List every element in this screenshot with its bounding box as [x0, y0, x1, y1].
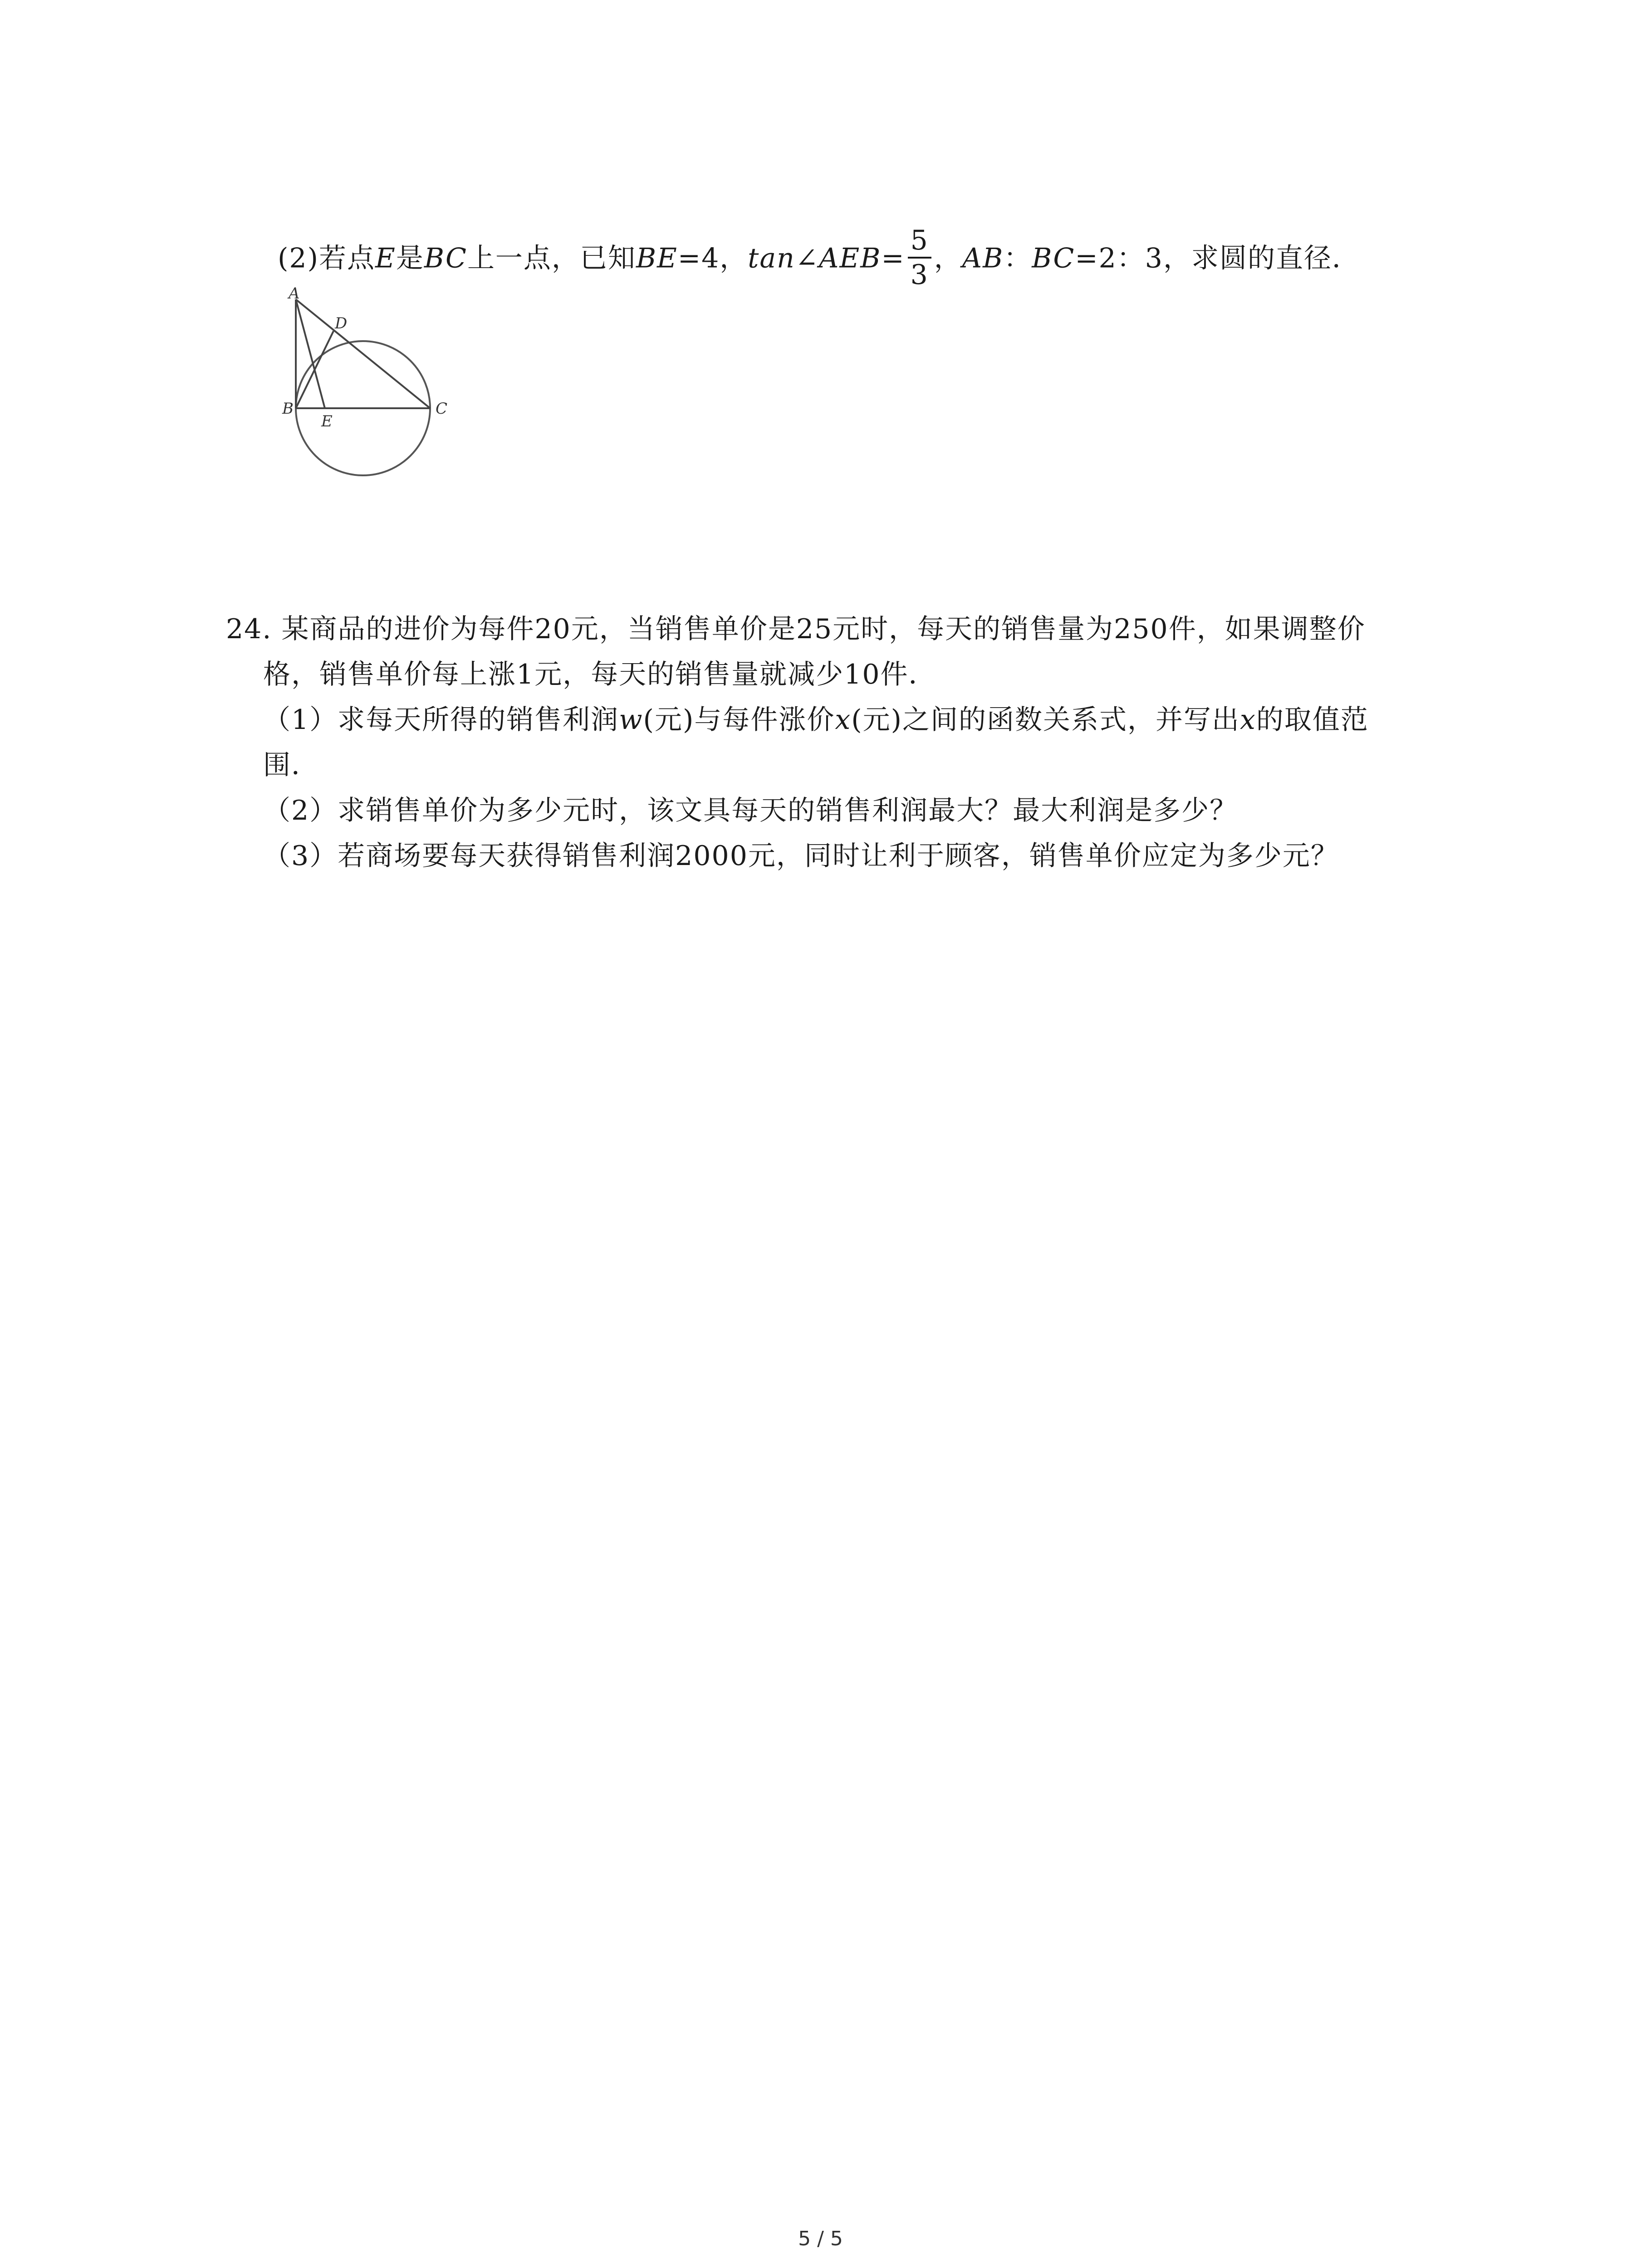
q23-part2-text	[278, 227, 1360, 294]
label-b: B	[282, 400, 294, 418]
q23-segment-be: BE	[636, 242, 678, 274]
q23-fraction-numerator: 5	[908, 224, 931, 259]
q23-text-2: 是	[396, 242, 424, 274]
q23-point-e: E	[375, 242, 396, 274]
q23-fraction-denominator: 3	[910, 259, 929, 291]
q24-p1-var-x: x	[835, 704, 852, 736]
segment-bd	[296, 331, 333, 408]
q23-tan: tan	[748, 242, 795, 274]
q24-part3: （3）若商场要每天获得销售利润2000元，同时让利于顾客，销售单价应定为多少元？	[263, 840, 1339, 872]
q24-stem-line-2: 格，销售单价每上涨1元，每天的销售量就减少10件．	[263, 659, 937, 690]
page-number: 5 / 5	[798, 2227, 843, 2250]
q24-part1-line-2: 围．	[263, 749, 319, 781]
q23-text-1: (2)若点	[278, 242, 375, 274]
label-d: D	[335, 314, 348, 332]
q24-p1-text-b: (元)与每件涨价	[643, 704, 835, 736]
q23-text-8: =2：3，求圆的直径．	[1075, 242, 1360, 274]
q24-p1-var-w: w	[619, 704, 643, 736]
segment-ae	[296, 299, 325, 408]
q23-text-4: =4，	[677, 242, 748, 274]
q23-segment-bc: BC	[424, 242, 467, 274]
geometry-figure-svg	[272, 284, 463, 485]
q23-text-5: =	[881, 242, 905, 274]
q23-angle-aeb: ∠AEB	[795, 242, 882, 274]
q24-p1-text-c: (元)之间的函数关系式，并写出	[851, 704, 1240, 736]
q23-segment-ab: AB	[962, 242, 1004, 274]
q24-p1-var-x-2: x	[1240, 704, 1256, 736]
label-e: E	[321, 412, 333, 430]
q24-part2: （2）求销售单价为多少元时，该文具每天的销售利润最大？最大利润是多少？	[263, 795, 1238, 826]
geometry-figure	[272, 284, 463, 485]
q23-segment-bc-2: BC	[1032, 242, 1075, 274]
q24-part1-line-1	[263, 701, 1369, 739]
label-c: C	[436, 400, 448, 418]
segment-ac	[296, 299, 430, 408]
label-a: A	[289, 284, 300, 303]
q23-text-6: ，	[934, 242, 962, 274]
q24-p1-text-a: （1）求每天所得的销售利润	[263, 704, 619, 736]
q23-text-7: ：	[1004, 242, 1032, 274]
q24-p1-text-d: 的取值范	[1256, 704, 1369, 736]
q24-stem-line-1: 24. 某商品的进价为每件20元，当销售单价是25元时，每天的销售量为250件，如果调整价	[226, 613, 1366, 645]
q23-text-3: 上一点，已知	[467, 242, 636, 274]
q23-fraction	[908, 224, 931, 291]
